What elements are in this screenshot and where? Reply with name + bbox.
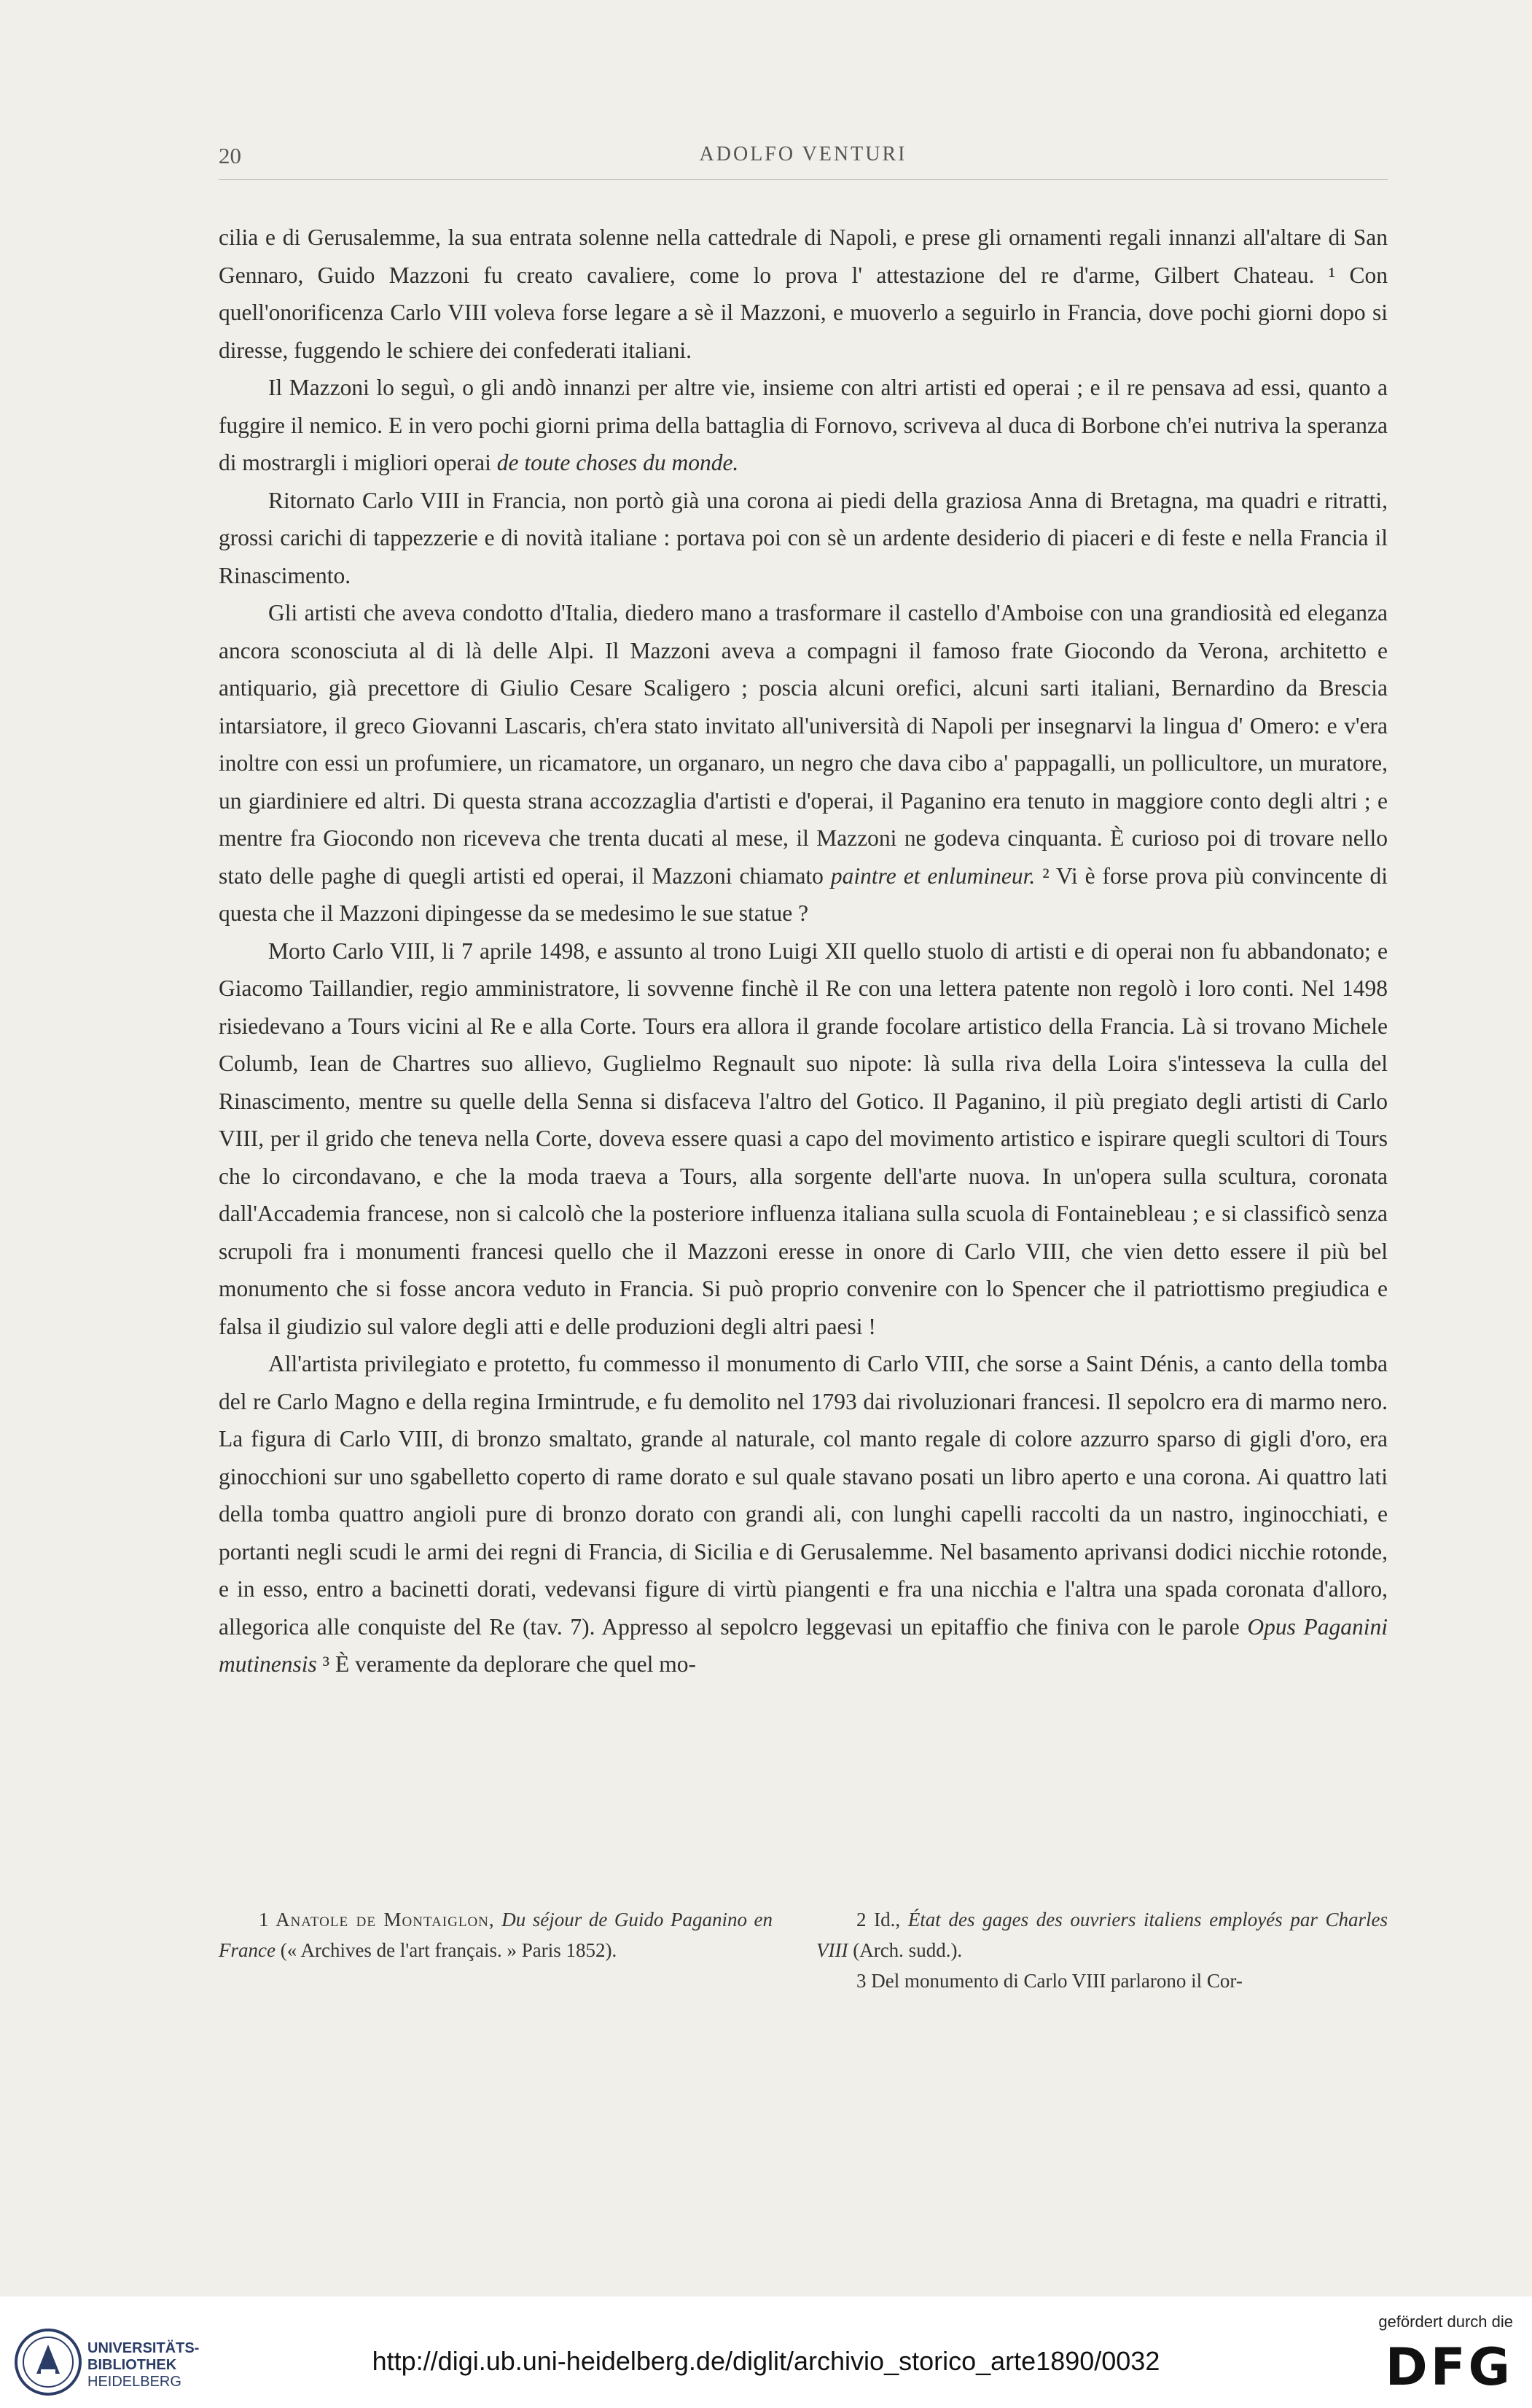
- footnote-1: [219, 1904, 773, 1965]
- footnote-column-left: [219, 1904, 773, 1965]
- running-title: ADOLFO VENTURI: [699, 143, 907, 165]
- paragraph-6-text: All'artista privilegiato e protetto, fu commesso il monumento di Carlo VIII, che sorse a Saint Dénis, a canto della tomba del re Carlo Magno e della regina Irmintrude, e fu demolito nel 1793 dai rivoluzionari francesi. Il sepolcro era di marmo nero. La figura di Carlo VIII, di bronzo smaltato, grande al naturale, col manto regale di colore azzurro sparso di gigli d'oro, era ginocchioni sur uno sgabelletto coperto di rame dorato e sul quale stavano posati un libro aperto e una corona. Ai quattro lati della tomba quattro angioli pure di bronzo dorato con grandi ali, con lunghi capelli raccolti da un nastro, inginocchiati, e portanti negli scudi le armi dei regni di Francia, di Sicilia e di Gerusalemme. Nel basamento aprivansi dodici nicchie rotonde, e in esso, entro a bacinetti dorati, vedevansi figure di virtù piangenti e fra una nicchia e l'altra una spada coronata d'alloro, allegorica alle conquiste del Re (tav. 7). Appresso al sepolcro leggevasi un epitaffio che finiva con le parole: [219, 1351, 1388, 1640]
- paragraph-6: [219, 1345, 1388, 1683]
- body-text: [219, 219, 1388, 1683]
- paragraph-2-text: Il Mazzoni lo seguì, o gli andò innanzi per altre vie, insieme con altri artisti ed operai ; e il re pensava ad essi, quanto a fuggire il nemico. E in vero pochi giorni prima della battaglia di Fornovo, scriveva al duca di Borbone ch'ei nutriva la speranza di mostrargli i migliori operai: [219, 375, 1388, 475]
- library-name-line-1: UNIVERSITÄTS-: [87, 2340, 200, 2356]
- paragraph-2-italic: de toute choses du monde.: [496, 450, 739, 475]
- funder-block: [1324, 2312, 1513, 2396]
- footnote-2-title: État des gages des ouvriers italiens employés par Charles VIII: [816, 1909, 1388, 1961]
- paragraph-4-text-end: ² Vi è forse prova più convincente di questa che il Mazzoni dipingesse da se medesimo le sue statue ?: [219, 862, 1388, 926]
- paragraph-1: cilia e di Gerusalemme, la sua entrata solenne nella cattedrale di Napoli, e prese gli ornamenti regali innanzi all'altare di San Gennaro, Guido Mazzoni fu creato cavaliere, come lo prova l' attestazione del re d'arme, Gilbert Chateau. ¹ Con quell'onorificenza Carlo VIII voleva forse legare a sè il Mazzoni, e muoverlo a seguirlo in Francia, dove pochi giorni dopo si diresse, fuggendo le schiere dei confederati italiani.: [219, 225, 1388, 363]
- paragraph-2: [219, 369, 1388, 482]
- footnote-3: [816, 1965, 1388, 1996]
- paragraph-5: Morto Carlo VIII, li 7 aprile 1498, e assunto al trono Luigi XII quello stuolo di artisti e di operai non fu abbandonato; e Giacomo Taillandier, regio amministratore, li sovvenne finchè il Re con una lettera patente non regolò i loro conti. Nel 1498 risiedevano a Tours vicini al Re e alla Corte. Tours era allora il grande focolare artistico della Francia. Là si trovano Michele Columb, Iean de Chartres suo allievo, Guglielmo Regnault suo nipote: là sulla riva della Loira s'intesseva la culla del Rinascimento, mentre su quelle della Senna si disfaceva l'altro del Gotico. Il Paganino, il più pregiato degli artisti di Carlo VIII, per il grido che teneva nella Corte, doveva essere quasi a capo del movimento artistico e ispirare quegli scultori di Tours che lo circondavano, e che la moda traeva a Tours, alla sorgente dell'arte nuova. In un'opera sulla scultura, coronata dall'Accademia francese, non si calcolò che la posteriore influenza italiana sulla scuola di Fontainebleau ; e si classificò senza scrupoli fra i monumenti francesi quello che il Mazzoni eresse in onore di Carlo VIII, che vien detto essere il più bel monumento che si fosse ancora veduto in Francia. Si può proprio convenire con lo Spencer che il patriottismo pregiudica e falsa il giudizio sul valore degli atti e delle produzioni degli altri paesi !: [219, 938, 1388, 1339]
- funder-caption: gefördert durch die: [1378, 2312, 1513, 2331]
- paragraph-4-italic: paintre et enlumineur.: [830, 862, 1036, 889]
- footnote-2-number: 2: [856, 1909, 867, 1930]
- footnote-1-rest: (« Archives de l'art français. » Paris 1852).: [275, 1939, 617, 1961]
- footnote-1-title: Du séjour de Guido Paganino en France: [219, 1909, 773, 1961]
- paragraph-4: [219, 594, 1388, 932]
- library-name-line-3: HEIDELBERG: [87, 2374, 181, 2390]
- footnote-1-number: 1: [259, 1909, 269, 1930]
- page-url-link[interactable]: http://digi.ub.uni-heidelberg.de/diglit/archivio_storico_arte1890/0032: [372, 2346, 1160, 2376]
- digitization-footer: [0, 2296, 1532, 2408]
- paragraph-6-text-end: ³ È veramente da deplorare che quel mo-: [316, 1651, 696, 1677]
- footnote-column-right: [816, 1904, 1388, 1996]
- paragraph-4-text: Gli artisti che aveva condotto d'Italia, diedero mano a trasformare il castello d'Amboise con una grandiosità ed eleganza ancora sconosciuta al di là delle Alpi. Il Mazzoni aveva a compagni il famoso frate Giocondo da Verona, architetto e antiquario, già precettore di Giulio Cesare Scaligero ; poscia alcuni orefici, alcuni sarti italiani, Bernardino da Brescia intarsiatore, il greco Giovanni Lascaris, ch'era stato invitato all'università di Napoli per insegnarvi la lingua d' Omero: e v'era inoltre con essi un profumiere, un ricamatore, un organaro, un negro che dava cibo a' pappagalli, un pollicultore, un muratore, un giardiniere ed altri. Di questa strana accozzaglia d'artisti e d'operai, il Paganino era tenuto in maggiore conto degli altri ; e mentre fra Giocondo non riceveva che trenta ducati al mese, il Mazzoni ne godeva cinquanta. È curioso poi di trovare nello stato delle paghe di quegli artisti ed operai, il Mazzoni chiamato: [219, 600, 1388, 889]
- page-header: [219, 143, 1388, 180]
- library-name-line-2: BIBLIOTHEK: [87, 2357, 177, 2373]
- page-number: 20: [219, 143, 241, 168]
- footnote-2-rest: (Arch. sudd.).: [848, 1939, 963, 1961]
- footnote-3-text: Del monumento di Carlo VIII parlarono il Cor-: [866, 1970, 1243, 1992]
- paragraph-3: Ritornato Carlo VIII in Francia, non portò già una corona ai piedi della graziosa Anna di Bretagna, ma quadri e ritratti, grossi carichi di tappezzerie e di novità italiane : portava poi con sè un ardente desiderio di piaceri e di feste e nella Francia il Rinascimento.: [219, 487, 1388, 588]
- paragraph-6-italic: Opus Paganini mutinensis: [219, 1613, 1388, 1677]
- footnote-2-intro: Id.,: [866, 1909, 908, 1930]
- footnote-1-author: Anatole de Montaiglon,: [275, 1909, 495, 1930]
- dfg-logo[interactable]: DFG: [1385, 2337, 1513, 2397]
- footnote-2: [816, 1904, 1388, 1965]
- footnote-3-number: 3: [856, 1970, 867, 1992]
